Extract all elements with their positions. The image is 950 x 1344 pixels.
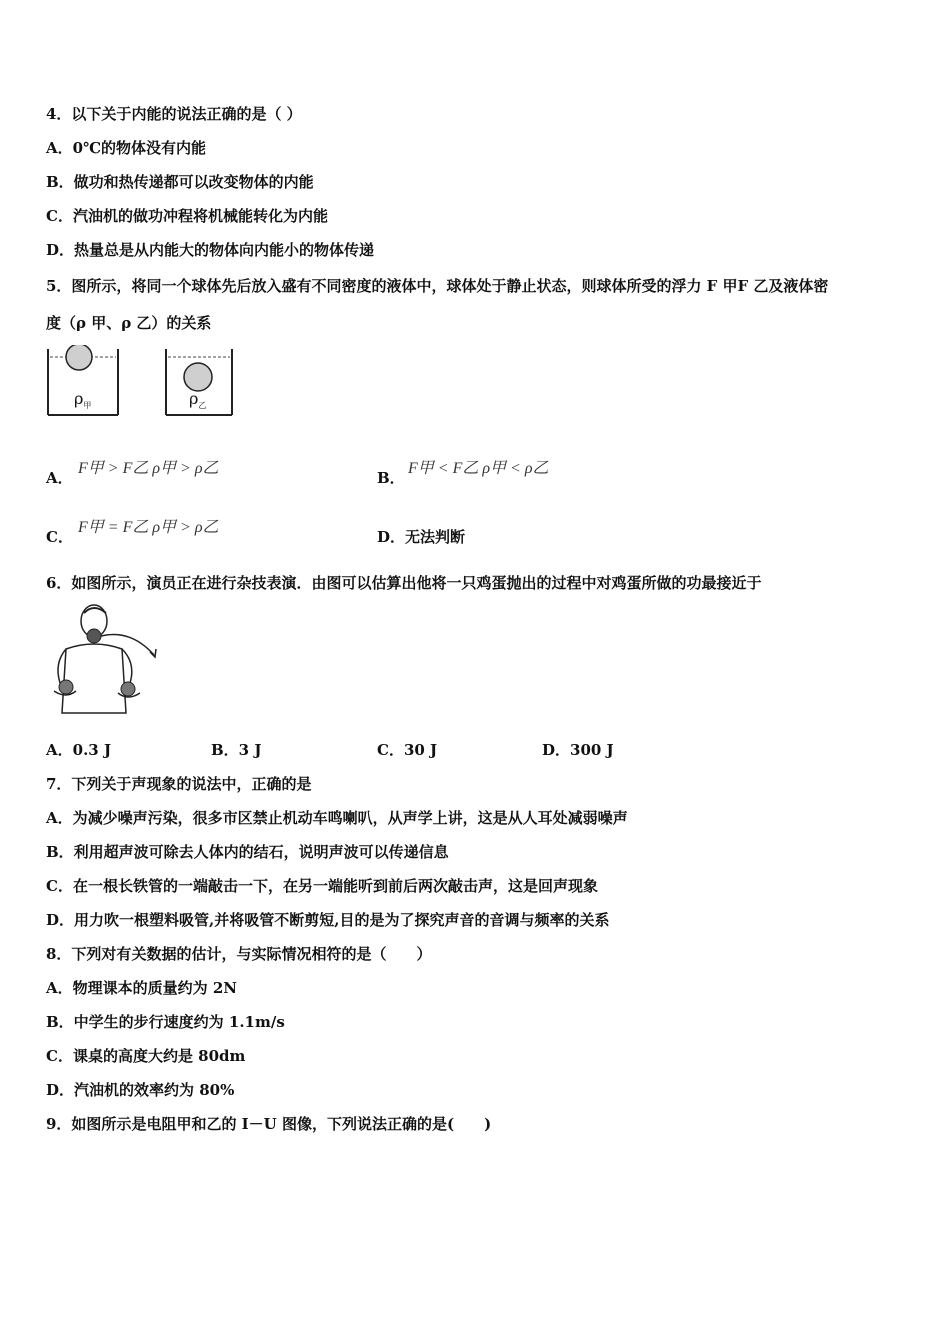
- q4-option-c: C．汽油机的做功冲程将机械能转化为内能: [46, 207, 328, 225]
- q4-stem: 4．以下关于内能的说法正确的是（ ）: [46, 105, 302, 123]
- q8-option-c: C．课桌的高度大约是 80dm: [46, 1047, 246, 1065]
- q5-option-c-label: C．: [46, 528, 73, 546]
- q6-juggler-figure: [46, 603, 164, 721]
- q8-stem: 8．下列对有关数据的估计，与实际情况相符的是（ ）: [46, 945, 432, 963]
- q5-beakers-figure: [46, 345, 236, 417]
- q7-stem: 7．下列关于声现象的说法中，正确的是: [46, 775, 312, 793]
- q8-option-a: A．物理课本的质量约为 2N: [46, 979, 238, 997]
- q5-option-c-formula: F甲 = F乙 ρ甲 > ρ乙: [78, 519, 219, 536]
- q6-option-a: A．0.3 J: [46, 741, 112, 759]
- q7-option-c: C．在一根长铁管的一端敲击一下，在另一端能听到前后两次敲击声，这是回声现象: [46, 877, 598, 895]
- q6-option-d: D．300 J: [542, 741, 614, 759]
- q4-option-d: D．热量总是从内能大的物体向内能小的物体传递: [46, 241, 375, 259]
- q5-option-a-label: A．: [46, 469, 73, 487]
- q4-option-b: B．做功和热传递都可以改变物体的内能: [46, 173, 314, 191]
- q6-stem: 6．如图所示，演员正在进行杂技表演．由图可以估算出他将一只鸡蛋抛出的过程中对鸡蛋所做的功最接近于: [46, 574, 762, 592]
- q5-stem-line1: 5．图所示，将同一个球体先后放入盛有不同密度的液体中，球体处于静止状态，则球体所受的浮力 F 甲F 乙及液体密: [46, 277, 829, 295]
- rho-yi-label: $\rho_乙$: [189, 389, 207, 411]
- q6-option-c: C．30 J: [377, 741, 438, 759]
- q8-option-d: D．汽油机的效率约为 80%: [46, 1081, 235, 1099]
- q5-option-b-label: B．: [377, 469, 405, 487]
- q5-stem-line2: 度（ρ 甲、ρ 乙）的关系: [46, 314, 212, 332]
- q7-option-a: A．为减少噪声污染，很多市区禁止机动车鸣喇叭，从声学上讲，这是从人耳处减弱噪声: [46, 809, 628, 827]
- q5-option-b-formula: F甲 < F乙 ρ甲 < ρ乙: [408, 460, 549, 477]
- q7-option-b: B．利用超声波可除去人体内的结石，说明声波可以传递信息: [46, 843, 449, 861]
- q5-option-d: D．无法判断: [377, 528, 466, 546]
- q4-option-a: A．0℃的物体没有内能: [46, 139, 207, 157]
- q8-option-b: B．中学生的步行速度约为 1.1m/s: [46, 1013, 285, 1031]
- q6-option-b: B．3 J: [211, 741, 262, 759]
- q7-option-d: D．用力吹一根塑料吸管,并将吸管不断剪短,目的是为了探究声音的音调与频率的关系: [46, 911, 610, 929]
- rho-jia-label: $\rho_甲$: [74, 389, 92, 411]
- q9-stem: 9．如图所示是电阻甲和乙的 I－U 图像，下列说法正确的是( ): [46, 1115, 492, 1133]
- q5-option-a-formula: F甲 > F乙 ρ甲 > ρ乙: [78, 460, 219, 477]
